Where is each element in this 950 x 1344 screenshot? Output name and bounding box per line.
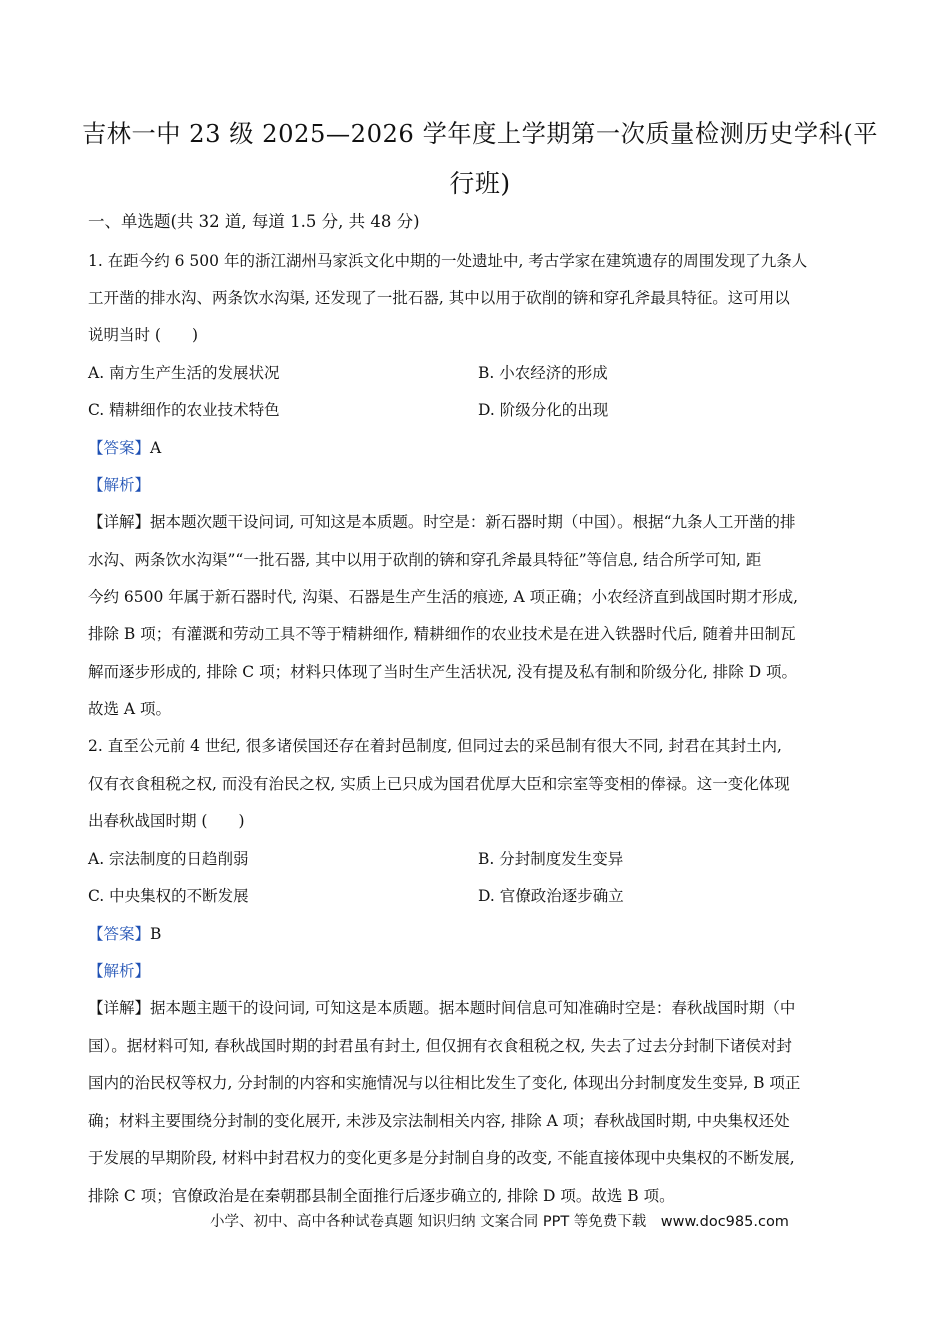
q1-stem-line-1: 1. 在距今约 6 500 年的浙江湖州马家浜文化中期的一处遗址中, 考古学家在建筑遗存的周围发现了九条人 bbox=[88, 252, 808, 270]
q1-analysis-tag: 【解析】 bbox=[88, 476, 151, 494]
page-footer: 小学、初中、高中各种试卷真题 知识归纳 文案合同 PPT 等免费下载 www.doc985.com bbox=[210, 1214, 789, 1230]
q2-answer-tag: 【答案】 bbox=[88, 925, 151, 943]
q1-detail-text-1: 据本题次题干设问词, 可知这是本质题。时空是：新石器时期（中国）。根据“九条人工开凿的排 bbox=[150, 513, 796, 531]
q1-option-a: A. 南方生产生活的发展状况 bbox=[88, 364, 280, 382]
q2-stem-line-2: 仅有衣食租税之权, 而没有治民之权, 实质上已只成为国君优厚大臣和宗室等变相的俸禄。这一变化体现 bbox=[88, 775, 790, 793]
q1-option-c: C. 精耕细作的农业技术特色 bbox=[88, 401, 280, 419]
q2-answer bbox=[88, 922, 868, 946]
document-title-line-2: 行班) bbox=[449, 169, 511, 198]
q2-option-a: A. 宗法制度的日趋削弱 bbox=[88, 850, 249, 868]
q2-detail-line-3: 国内的治民权等权力, 分封制的内容和实施情况与以往相比发生了变化, 体现出分封制度发生变异, B 项正 bbox=[88, 1074, 801, 1092]
q2-detail-tag: 【详解】 bbox=[88, 999, 151, 1017]
q2-stem-line-3: 出春秋战国时期 ( ) bbox=[88, 812, 245, 830]
q1-detail-line-2: 水沟、两条饮水沟渠”“一批石器, 其中以用于砍削的锛和穿孔斧最具特征”等信息, 结合所学可知, 距 bbox=[88, 551, 762, 569]
q2-stem-line-1: 2. 直至公元前 4 世纪, 很多诸侯国还存在着封邑制度, 但同过去的采邑制有很大不同, 封君在其封土内, bbox=[88, 737, 782, 755]
q1-detail-line-4: 排除 B 项；有灌溉和劳动工具不等于精耕细作, 精耕细作的农业技术是在进入铁器时代后, 随着井田制瓦 bbox=[88, 625, 796, 643]
q1-answer-tag: 【答案】 bbox=[88, 439, 151, 457]
q1-answer bbox=[88, 436, 868, 460]
q2-detail-line-2: 国）。据材料可知, 春秋战国时期的封君虽有封土, 但仅拥有衣食租税之权, 失去了过去分封制下诸侯对封 bbox=[88, 1037, 792, 1055]
q1-detail-line-1 bbox=[88, 510, 868, 534]
q2-detail-line-4: 确；材料主要围绕分封制的变化展开, 未涉及宗法制相关内容, 排除 A 项；春秋战国时期, 中央集权还处 bbox=[88, 1112, 790, 1130]
q2-option-b: B. 分封制度发生变异 bbox=[478, 850, 624, 868]
document-title-line-1: 吉林一中 23 级 2025—2026 学年度上学期第一次质量检测历史学科(平 bbox=[81, 119, 879, 148]
q2-answer-value: B bbox=[150, 925, 162, 943]
q1-detail-line-5: 解而逐步形成的, 排除 C 项；材料只体现了当时生产生活状况, 没有提及私有制和阶级分化, 排除 D 项。 bbox=[88, 663, 798, 681]
q2-detail-line-1 bbox=[88, 996, 868, 1020]
q1-detail-line-6: 故选 A 项。 bbox=[88, 700, 172, 718]
q2-analysis-tag: 【解析】 bbox=[88, 962, 151, 980]
q2-option-c: C. 中央集权的不断发展 bbox=[88, 887, 249, 905]
q2-detail-line-6: 排除 C 项；官僚政治是在秦朝郡县制全面推行后逐步确立的, 排除 D 项。故选 B 项。 bbox=[88, 1187, 675, 1205]
q1-stem-line-3: 说明当时 ( ) bbox=[88, 326, 199, 344]
q1-stem-line-2: 工开凿的排水沟、两条饮水沟渠, 还发现了一批石器, 其中以用于砍削的锛和穿孔斧最具特征。这可用以 bbox=[88, 289, 790, 307]
q2-detail-line-5: 于发展的早期阶段, 材料中封君权力的变化更多是分封制自身的改变, 不能直接体现中央集权的不断发展, bbox=[88, 1149, 795, 1167]
q1-answer-value: A bbox=[150, 439, 162, 457]
section-heading: 一、单选题(共 32 道, 每道 1.5 分, 共 48 分) bbox=[88, 212, 420, 231]
q1-option-b: B. 小农经济的形成 bbox=[478, 364, 608, 382]
q2-option-d: D. 官僚政治逐步确立 bbox=[478, 887, 624, 905]
q1-option-d: D. 阶级分化的出现 bbox=[478, 401, 609, 419]
q2-detail-text-1: 据本题主题干的设问词, 可知这是本质题。据本题时间信息可知准确时空是：春秋战国时期（中 bbox=[150, 999, 796, 1017]
q1-detail-line-3: 今约 6500 年属于新石器时代, 沟渠、石器是生产生活的痕迹, A 项正确；小农经济直到战国时期才形成, bbox=[88, 588, 799, 606]
q1-detail-tag: 【详解】 bbox=[88, 513, 151, 531]
